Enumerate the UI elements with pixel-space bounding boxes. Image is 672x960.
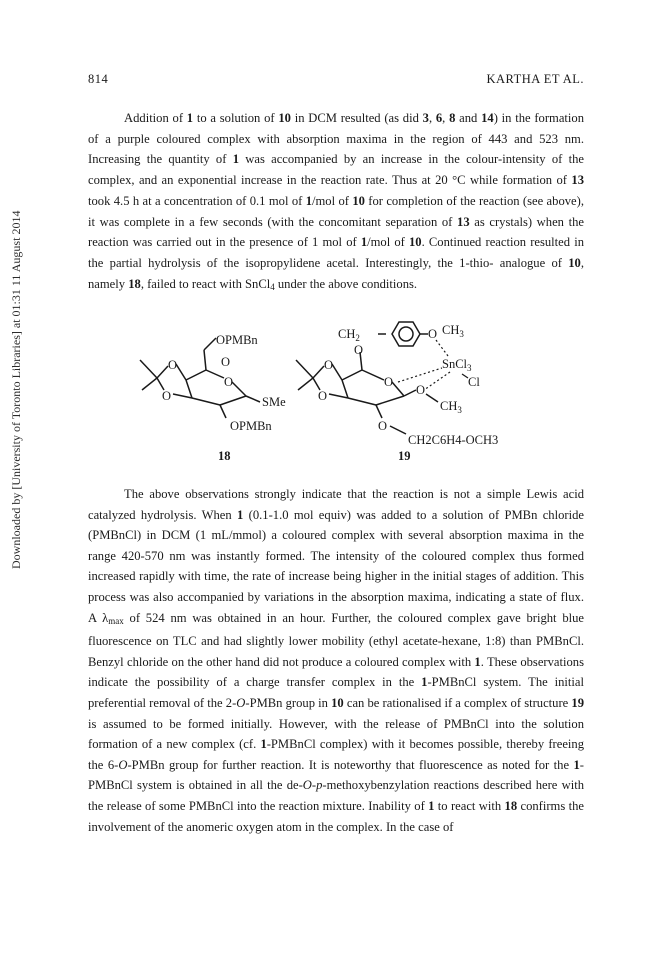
bold-run: 13 — [571, 173, 584, 188]
c18-label-o-ring: O — [220, 355, 230, 369]
bold-run: 1 — [186, 111, 194, 125]
bold-run: 18 — [504, 798, 518, 813]
bold-run: 1 — [428, 798, 435, 813]
bold-run: 13 — [457, 214, 470, 229]
running-head: KARTHA ET AL. — [486, 72, 584, 86]
c19-label-ch3-right: $CH_3$ — [440, 399, 462, 415]
c19-label-ch2: $CH_2$ — [338, 327, 360, 343]
subscript-run: 4 — [270, 281, 275, 292]
italic-run: O — [236, 695, 246, 710]
bold-run: 8 — [449, 111, 456, 125]
page-number: 814 — [88, 72, 109, 86]
compound-number-18: 18 — [218, 449, 231, 463]
c18-label-o-dioxolane-left: O — [162, 389, 172, 403]
c19-label-o-2: O — [378, 419, 388, 433]
compound-number-19: 19 — [398, 449, 411, 463]
c18-label-o-ring-oxygen: O — [224, 375, 234, 389]
bold-run: 1 — [421, 675, 428, 690]
bold-run: 14 — [481, 111, 494, 125]
c19-label-cl: Cl — [468, 375, 480, 389]
chemical-structures — [120, 308, 560, 476]
bold-run: 3 — [422, 111, 429, 125]
bold-run: 10 — [352, 193, 365, 208]
structure-figure — [120, 308, 560, 476]
download-watermark: Downloaded by [University of Toronto Libraries] at 01:31 11 August 2014 — [9, 210, 23, 570]
compound-19-structure — [296, 322, 438, 434]
bold-run: 1 — [237, 507, 244, 522]
c18-label-sme: SMe — [262, 395, 286, 409]
c19-label-o-anomeric: O — [416, 383, 426, 397]
italic-run: p — [316, 778, 323, 793]
bold-run: 18 — [128, 276, 141, 291]
c19-label-o-dioxolane-top: O — [324, 358, 334, 372]
c18-label-opmbn-6: OPMBn — [216, 333, 258, 347]
bold-run: 10 — [568, 255, 581, 270]
c18-label-o-dioxolane-top: O — [168, 358, 178, 372]
c19-label-ch3-top: $CH_3$ — [442, 323, 464, 339]
bold-run: 10 — [331, 695, 344, 710]
page-header — [88, 72, 584, 90]
c18-label-opmbn-2: OPMBn — [230, 419, 272, 433]
bold-run: 1 — [260, 737, 267, 752]
bold-run: 1 — [573, 757, 580, 772]
bold-run: 1 — [232, 152, 239, 167]
bold-run: 6 — [435, 111, 443, 125]
c19-label-o-methoxy: O — [428, 327, 438, 341]
bold-run: 1 — [360, 235, 368, 250]
compound-18-structure — [140, 338, 260, 418]
paragraph-1: Addition of 1 to a solution of 10 in DCM resulted (as did 3, 6, 8 and 14) in the formation of a purple coloured complex with absorption maxima in the region of 443 and 523 nm. Increasing the quantity of 1 was accompanied by an increase in the colour-intensity of the complex, and an exponential increase in the reaction rate. Thus at 20 °C while formation of 13 took 4.5 h at a concentration of 0.1 mol of 1/mol of 10 for completion of the reaction (see above), it was complete in a few seconds (with the concomitant separation of 13 as crystals) when the reaction was carried out in the presence of 1 mol of 1/mol of 10. Continued reaction resulted in the partial hydrolysis of the isopropylidene acetal. Interestingly, the 1-thio- analogue of 10, namely 18, failed to react with SnCl$_4$ under the above conditions. — [88, 111, 585, 292]
paragraph-2: The above observations strongly indicate that the reaction is not a simple Lewis acid catalyzed hydrolysis. When 1 (0.1-1.0 mol equiv) was added to a solution of PMBn chloride (PMBnCl) in DCM (1 mL/mmol) a coloured complex with several absorption maxima in the range 420-570 nm was instantly formed. The intensity of the coloured complex thus formed increased rapidly with time, the rate of increase being higher in the initial stages of addition. This process was also accompanied by variations in the absorption maxima, indicating a state of flux. A $\lambda_{max}$ of 524 nm was obtained in an hour. Further, the coloured complex gave bright blue fluorescence on TLC and had slightly lower mobility (ethyl acetate-hexane, 1:8) than PMBnCl. Benzyl chloride on the other hand did not produce a coloured complex with 1. These observations indicate the possibility of a charge transfer complex in the 1-PMBnCl system. The initial preferential removal of the 2-O-PMBn group in 10 can be rationalised if a complex of structure 19 is assumed to be formed initially. However, with the release of PMBnCl into the solution formation of a new complex (cf. 1-PMBnCl complex) with it becomes possible, thereby freeing the 6-O-PMBn group for further reaction. It is noteworthy that fluorescence as noted for the 1-PMBnCl system is obtained in all the de-O-p-methoxybenzylation reactions described here with the release of some PMBnCl into the reaction mixture. Inability of 1 to react with 18 confirms the involvement of the anomeric oxygen atom in the complex. In the case of — [88, 487, 585, 834]
bold-run: 10 — [278, 111, 291, 125]
italic-run: O — [118, 757, 128, 772]
subscript-run: max — [108, 615, 124, 626]
c19-label-o-6: O — [354, 343, 364, 357]
bold-run: 1 — [474, 654, 481, 669]
bold-run: 10 — [409, 235, 422, 250]
c19-label-o-ring: O — [384, 375, 394, 389]
c19-label-sncl3: SnCl$_3$ — [442, 357, 472, 373]
bold-run: 1 — [305, 193, 312, 208]
c19-label-o-dioxolane-left: O — [318, 389, 328, 403]
bold-run: 19 — [571, 695, 584, 710]
italic-run: O — [302, 778, 312, 793]
c19-label-ch2c6h4och3: CH2C6H4-OCH3 — [408, 433, 499, 447]
